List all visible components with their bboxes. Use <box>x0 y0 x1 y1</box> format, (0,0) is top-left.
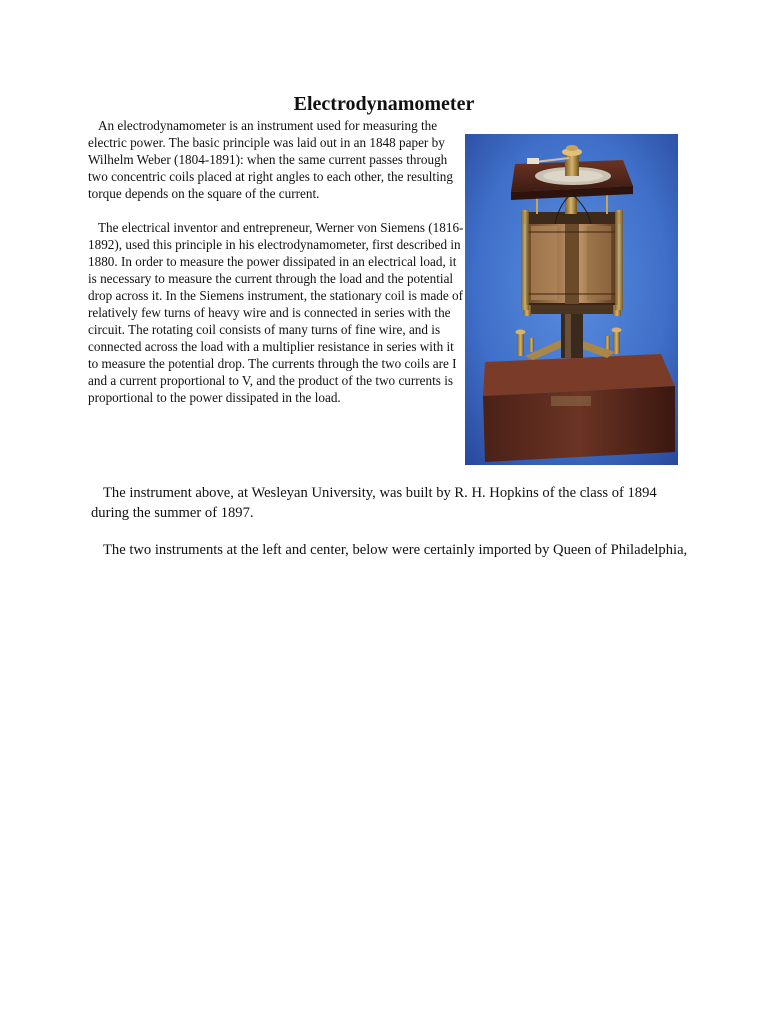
left-text-column <box>88 117 466 406</box>
document-title: Electrodynamometer <box>293 93 475 115</box>
electrodynamometer-photo <box>465 134 678 465</box>
paragraph-wesleyan: The instrument above, at Wesleyan University, was built by R. H. Hopkins of the class of 1894 during the summer of 1897. <box>91 485 657 521</box>
electrodynamometer-illustration <box>465 134 678 465</box>
paragraph-siemens: The electrical inventor and entrepreneur, Werner von Siemens (1816-1892), used this principle in his electrodynamometer, first described in 1880. In order to measure the power dissipated in an electrical load, it is necessary to measure the current through the load and the potential drop across it. In the Siemens instrument, the stationary coil is made of relatively few turns of heavy wire and is connected in series with the circuit. The rotating coil consists of many turns of fine wire, and is connected across the load with a multiplier resistance in series with it to measure the potential drop. The currents through the two coils are I and a current proportional to V, and the product of the two currents is proportional to the power dissipated in the load. <box>88 220 464 405</box>
paragraph-queen: The two instruments at the left and center, below were certainly imported by Queen of Philadelphia, <box>103 542 688 558</box>
paragraph-weber: An electrodynamometer is an instrument used for measuring the electric power. The basic principle was laid out in an 1848 paper by Wilhelm Weber (1804-1891): when the same current passes through two concentric coils placed at right angles to each other, the resulting torque depends on the square of the current. <box>88 118 453 201</box>
